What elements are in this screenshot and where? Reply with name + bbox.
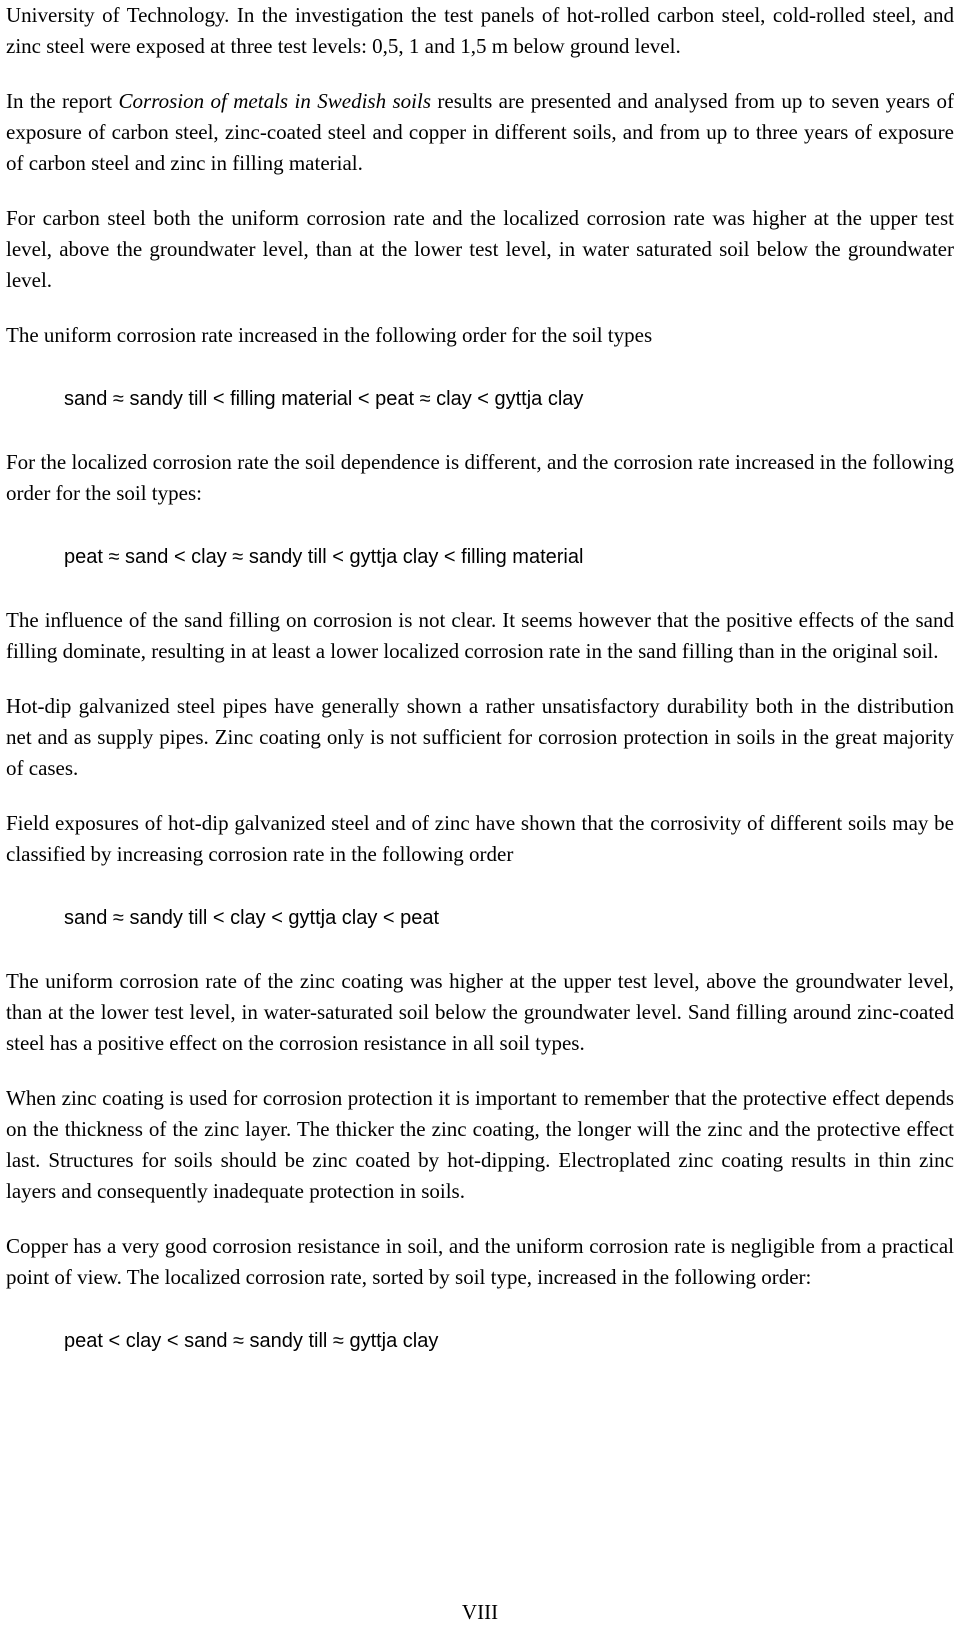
paragraph-zinc-protection: When zinc coating is used for corrosion protection it is important to remember that the protective effect depends on the thickness of the zinc layer. The thicker the zinc coating, the longer will the zinc and the protective effect last. Structures for soils should be zinc coated by hot-dipping. Electroplated zinc coating results in thin zinc layers and consequently inadequate protection in soils. (6, 1086, 954, 1203)
paragraph-field-exposures: Field exposures of hot-dip galvanized steel and of zinc have shown that the corrosivity of different soils may be classified by increasing corrosion rate in the following order (6, 811, 954, 866)
localized-order-sequence: peat ≈ sand < clay ≈ sandy till < gyttja clay < filling material (64, 546, 584, 568)
paragraph-zinc-uniform: The uniform corrosion rate of the zinc coating was higher at the upper test level, above the groundwater level, than at the lower test level, in water-saturated soil below the groundwater level. Sand filling around zinc-coated steel has a positive effect on the corrosion resistance in all soil types. (6, 969, 954, 1055)
paragraph-localized-intro: For the localized corrosion rate the soil dependence is different, and the corrosion rate increased in the following order for the soil types: (6, 450, 954, 505)
paragraph-uniform-order-intro: The uniform corrosion rate increased in the following order for the soil types (6, 323, 653, 347)
report-text-after: results are presented and analysed from up to seven years of exposure of carbon steel, zinc-coated steel and copper in different soils, and from up to three years of exposure of carbon steel and zinc in filling material. (6, 89, 955, 175)
report-title: Corrosion of metals in Swedish soils (118, 89, 432, 113)
paragraph-report (6, 86, 954, 179)
paragraph-hot-dip: Hot-dip galvanized steel pipes have generally shown a rather unsatisfactory durability both in the distribution net and as supply pipes. Zinc coating only is not sufficient for corrosion protection in soils in the great majority of cases. (6, 694, 954, 780)
page-number: VIII (461, 1600, 499, 1624)
paragraph-copper: Copper has a very good corrosion resistance in soil, and the uniform corrosion rate is negligible from a practical point of view. The localized corrosion rate, sorted by soil type, increased in the following order: (6, 1234, 954, 1289)
report-text-before: In the report (6, 89, 119, 113)
copper-order-sequence: peat < clay < sand ≈ sandy till ≈ gyttja clay (64, 1330, 439, 1352)
paragraph-carbon-steel: For carbon steel both the uniform corrosion rate and the localized corrosion rate was higher at the upper test level, above the groundwater level, than at the lower test level, in water saturated soil below the groundwater level. (6, 206, 954, 292)
page-body (6, 0, 954, 1355)
paragraph-intro-tail: University of Technology. In the investigation the test panels of hot-rolled carbon steel, cold-rolled steel, and zinc steel were exposed at three test levels: 0,5, 1 and 1,5 m below ground level. (6, 3, 954, 58)
paragraph-sand-filling: The influence of the sand filling on corrosion is not clear. It seems however that the positive effects of the sand filling dominate, resulting in at least a lower localized corrosion rate in the sand filling than in the original soil. (6, 608, 954, 663)
zinc-order-sequence: sand ≈ sandy till < clay < gyttja clay < peat (64, 907, 440, 929)
uniform-order-sequence: sand ≈ sandy till < filling material < peat ≈ clay < gyttja clay (64, 388, 584, 410)
